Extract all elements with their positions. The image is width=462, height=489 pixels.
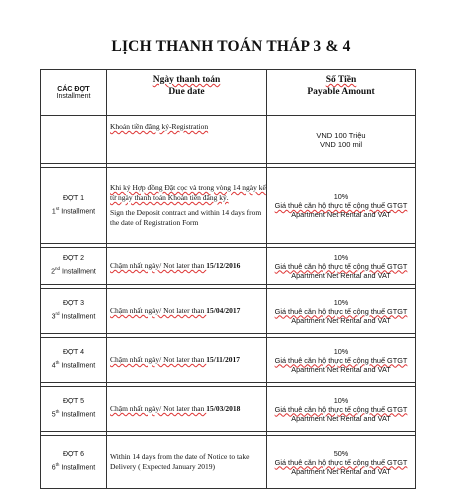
amount-cell [267, 289, 416, 334]
installment-sup: th [55, 360, 60, 366]
table-row [41, 168, 416, 244]
registration-desc [107, 116, 267, 164]
installment-label-vi: ĐỢT 2 [62, 255, 85, 263]
table-row [41, 387, 416, 432]
due-date-cell [107, 338, 267, 383]
table-row [41, 436, 416, 489]
installment-sup: nd [55, 266, 61, 272]
installment-label-en: Installment [59, 362, 96, 370]
due-date-cell [107, 289, 267, 334]
amount-cell [267, 338, 416, 383]
header-amount [267, 70, 416, 116]
table-row [41, 289, 416, 334]
installment-sup: st [55, 205, 60, 211]
header-amount-en: Payable Amount [307, 87, 375, 97]
amount-vi: Giá thuê căn hộ thực tế cộng thuế GTGT [274, 306, 408, 316]
amount-vi: Giá thuê căn hộ thực tế cộng thuế GTGT [274, 201, 408, 210]
amount-vi: Giá thuê căn hộ thực tế cộng thuế GTGT [274, 261, 408, 271]
due-date-en: Sign the Deposit contract and within 14 days from the date of Registration Form [110, 208, 262, 227]
amount-percent: 50% [333, 448, 349, 458]
amount-cell [267, 387, 416, 432]
table-row [41, 248, 416, 285]
header-installment-en: Installment [56, 92, 91, 100]
due-date-vi: Khi ký Hợp đồng Đặt cọc và trong vòng 14 ngày kể từ ngày thanh toán Khoản tiền đăng ký. [110, 183, 266, 202]
installment-label [41, 387, 107, 432]
installment-label [41, 436, 107, 489]
amount-en: Apartment Net Rental and VAT [291, 413, 391, 423]
amount-en: Apartment Net Rental and VAT [291, 466, 391, 476]
header-installment [41, 70, 107, 116]
installment-num: 6 [51, 464, 56, 472]
amount-en: Apartment Net Rental and VAT [291, 315, 391, 325]
due-date-prefix: Chậm nhất ngày/ Not later than [110, 261, 207, 270]
due-date-value: 15/03/2018 [206, 404, 241, 413]
amount-vi: Giá thuê căn hộ thực tế cộng thuế GTGT [274, 355, 408, 365]
installment-label-en: Installment [59, 313, 96, 321]
registration-label-cell [41, 116, 107, 164]
due-date-prefix: Chậm nhất ngày/ Not later than [110, 355, 207, 364]
due-date-cell [107, 387, 267, 432]
header-amount-vi: Số Tiền [325, 75, 357, 85]
registration-amount [267, 116, 416, 164]
header-due-date-vi: Ngày thanh toán [152, 75, 221, 85]
due-date-value: 15/11/2017 [206, 355, 240, 364]
due-date-prefix: Chậm nhất ngày/ Not later than [110, 306, 207, 315]
amount-percent: 10% [333, 192, 349, 201]
installment-label-en: Installment [59, 411, 96, 419]
payment-schedule-table [40, 69, 416, 489]
installment-label-vi: ĐỢT 6 [62, 451, 85, 459]
amount-percent: 10% [333, 252, 349, 262]
amount-vi: Giá thuê căn hộ thực tế cộng thuế GTGT [274, 404, 408, 414]
amount-percent: 10% [333, 297, 349, 307]
installment-label-vi: ĐỢT 3 [62, 300, 85, 308]
installment-num: 1 [51, 208, 56, 216]
amount-percent: 10% [333, 346, 349, 356]
due-date-value: 15/12/2016 [206, 261, 241, 270]
table-row [41, 338, 416, 383]
installment-label-vi: ĐỢT 4 [62, 349, 85, 357]
installment-label-en: Installment [59, 464, 96, 472]
installment-num: 4 [51, 362, 56, 370]
page-title: LỊCH THANH TOÁN THÁP 3 & 4 [111, 38, 351, 55]
amount-en: Apartment Net Rental and VAT [291, 210, 391, 219]
installment-num: 5 [51, 411, 56, 419]
installment-label-vi: ĐỢT 1 [62, 194, 85, 202]
installment-sup: th [55, 462, 60, 468]
installment-label [41, 168, 107, 244]
amount-cell [267, 248, 416, 285]
due-date-cell [107, 168, 267, 244]
installment-label [41, 248, 107, 285]
due-date-prefix: Chậm nhất ngày/ Not later than [110, 404, 207, 413]
registration-amount-en: VND 100 mil [319, 139, 363, 149]
header-due-date-en: Due date [168, 87, 205, 97]
installment-label [41, 338, 107, 383]
due-date-value: 15/04/2017 [206, 306, 241, 315]
amount-en: Apartment Net Rental and VAT [291, 364, 391, 374]
installment-sup: rd [55, 311, 60, 317]
amount-vi: Giá thuê căn hộ thực tế cộng thuế GTGT [274, 457, 408, 467]
table-row-registration [41, 116, 416, 164]
installment-num: 2 [51, 268, 56, 276]
amount-cell [267, 168, 416, 244]
due-date-cell [107, 248, 267, 285]
amount-cell [267, 436, 416, 489]
table-header-row [41, 70, 416, 116]
registration-amount-vi: VND 100 Triệu [316, 130, 366, 140]
due-date-text: Within 14 days from the date of Notice to take Delivery ( Expected January 2019) [110, 452, 250, 471]
installment-label-vi: ĐỢT 5 [62, 398, 85, 406]
due-date-cell [107, 436, 267, 489]
installment-sup: th [55, 409, 60, 415]
registration-desc-text: Khoản tiền đăng ký-Registration [110, 122, 209, 131]
installment-label-en: Installment [60, 268, 96, 276]
amount-percent: 10% [333, 395, 349, 405]
installment-label [41, 289, 107, 334]
header-due-date [107, 70, 267, 116]
installment-num: 3 [51, 313, 56, 321]
header-installment-vi: CÁC ĐỢT [57, 85, 90, 93]
installment-label-en: Installment [59, 208, 96, 216]
amount-en: Apartment Net Rental and VAT [291, 270, 391, 280]
